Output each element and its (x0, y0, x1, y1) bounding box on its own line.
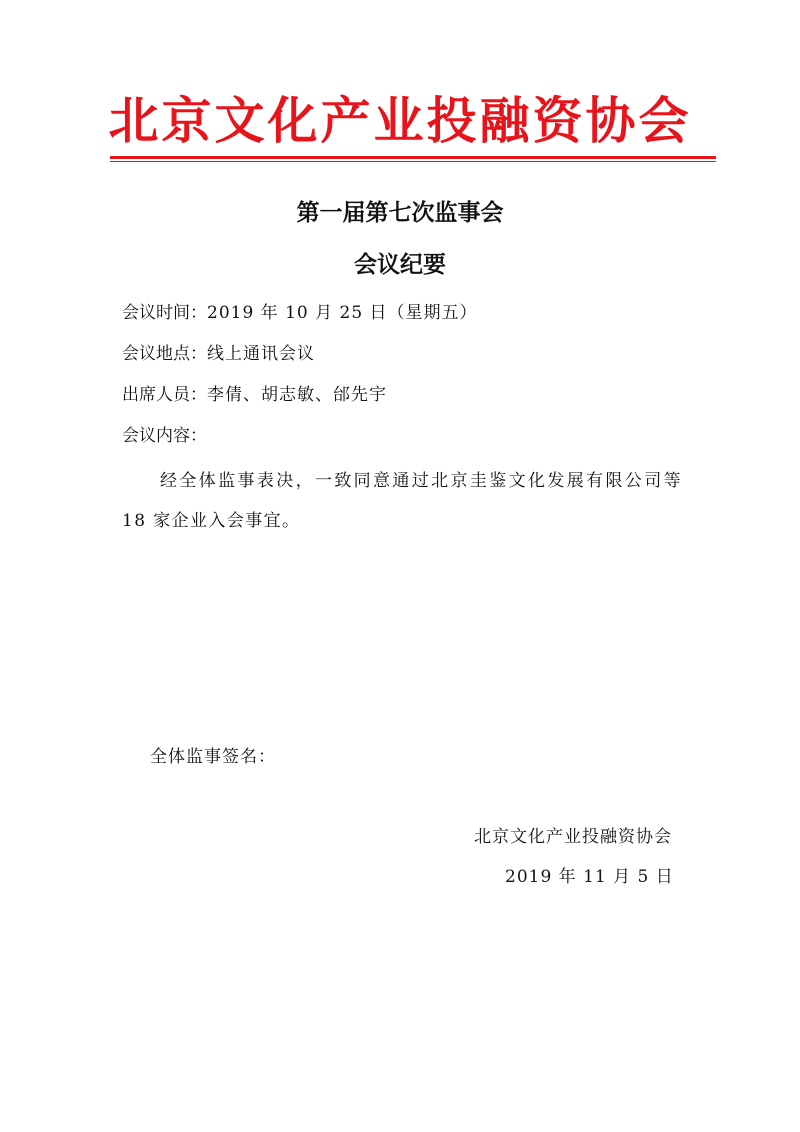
meeting-time-label: 会议时间： (122, 303, 207, 323)
meeting-content-paragraph: 经全体监事表决，一致同意通过北京圭鉴文化发展有限公司等 18 家企业入会事宜。 (122, 471, 682, 531)
meeting-time-value: 2019 年 10 月 25 日（星期五） (207, 303, 478, 323)
meeting-content-label: 会议内容： (122, 426, 207, 446)
meeting-location-value: 线上通讯会议 (207, 344, 315, 364)
header-divider-thin (110, 161, 716, 162)
footer-org-name: 北京文化产业投融资协会 (474, 827, 672, 847)
signature-label: 全体监事签名： (150, 747, 276, 767)
footer-date: 2019 年 11 月 5 日 (505, 867, 674, 887)
attendees-row (122, 382, 387, 408)
meeting-time-row (122, 300, 478, 326)
meeting-location-row (122, 341, 315, 367)
attendees-value: 李倩、胡志敏、邰先宇 (207, 385, 387, 405)
meeting-content-row (122, 423, 207, 449)
document-subtitle: 会议纪要 (354, 251, 446, 278)
header-divider-thick (110, 156, 716, 159)
meeting-location-label: 会议地点： (122, 344, 207, 364)
org-header-title: 北京文化产业投融资协会 (108, 92, 692, 150)
document-title: 第一届第七次监事会 (296, 199, 504, 226)
attendees-label: 出席人员： (122, 385, 207, 405)
